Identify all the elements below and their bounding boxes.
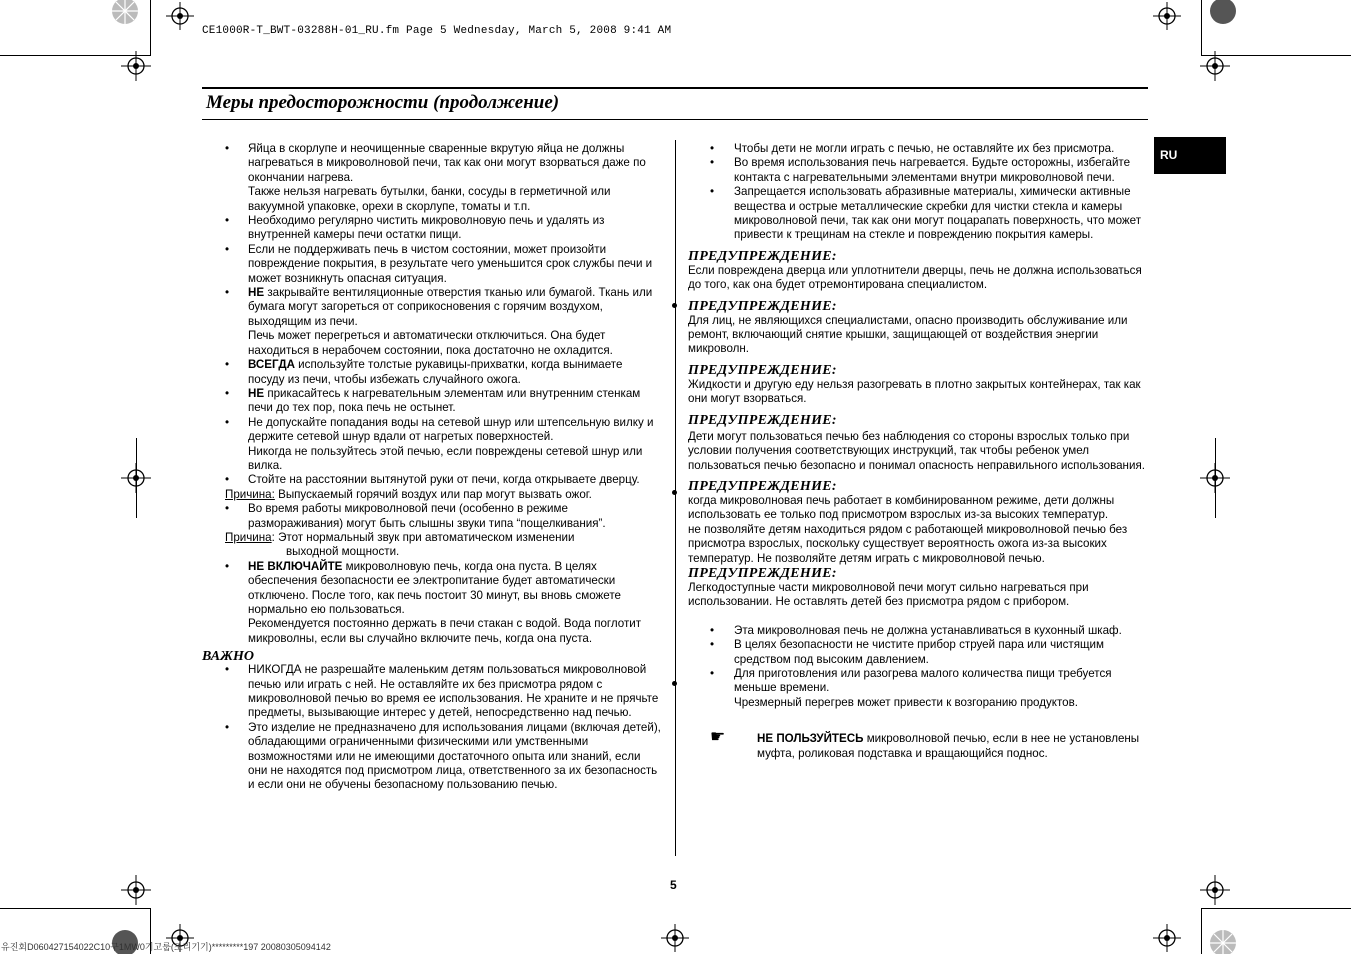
page-title: Меры предосторожности (продолжение): [206, 92, 560, 113]
warning-block: [688, 479, 1148, 566]
list-item-text: Также нельзя нагревать бутылки, банки, сосуды в герметичной или вакуумной упаковке, орехи в скорлупе, томаты и т.п.: [248, 185, 611, 213]
note-text: микроволновой печью, если в нее не установлены муфта, роликовая подставка и вращающийся поднос.: [757, 732, 1140, 760]
reason-text: Выпускаемый горячий воздух или пар могут вызвать ожог.: [274, 487, 592, 501]
registration-mark-icon: [1200, 875, 1230, 905]
reason-text-continued: выходной мощности.: [286, 545, 400, 559]
precautions-list: [202, 502, 662, 531]
list-item: [202, 502, 662, 531]
warning-text: Легкодоступные части микроволновой печи могут сильно нагреваться при использовании. Не оставлять детей без присмотра рядом с прибором.: [688, 580, 1089, 609]
list-item-text: • Яйца в скорлупе и неочищенные сваренные вкрутую яйца не должны нагреваться в микроволновой печи, так как они могут взорваться даже по окончании нагрева.: [248, 142, 646, 184]
list-item: [202, 663, 662, 721]
warning-block: [688, 299, 1148, 357]
list-item: [688, 156, 1148, 185]
crop-mark: [1201, 908, 1351, 909]
list-item: [202, 243, 662, 286]
list-item-text: Рекомендуется постоянно держать в печи стакан с водой. Вода поглотит микроволны, если вы случайно включите печь, когда она пуста.: [248, 617, 642, 645]
list-item: [202, 286, 662, 358]
crop-mark: [150, 0, 151, 56]
registration-mark-icon: [1153, 2, 1181, 30]
list-item-text: [248, 560, 662, 618]
reason-note: [202, 531, 662, 560]
precautions-list: [688, 142, 1148, 243]
list-item-text: • Это изделие не предназначено для использования лицами (включая детей), обладающими ограниченными физическими или умственными возможностями или не имеющими достаточного опыта или знаний, если они не находятся под присмотром лица, ответственного за их безопасность и если они не обучены безопасному пользованию печью.: [248, 720, 661, 792]
column-divider-dot: [672, 303, 677, 308]
list-item: [202, 142, 662, 214]
column-divider-dot: [672, 490, 677, 495]
list-item-text: Печь может перегреться и автоматически отключиться. Она будет находиться в нерабочем состоянии, пока достаточно не охладится.: [248, 329, 613, 357]
left-column: [202, 142, 662, 793]
list-item: [688, 667, 1148, 710]
color-target-icon: [1208, 0, 1238, 26]
list-item-text: [248, 387, 662, 416]
warning-heading: ПРЕДУПРЕЖДЕНИЕ:: [688, 412, 837, 428]
list-item-text: Никогда не пользуйтесь этой печью, если повреждены сетевой шнур или вилка.: [248, 444, 643, 472]
reason-label: Причина:: [225, 487, 275, 501]
list-item-text: • Не допускайте попадания воды на сетевой шнур или штепсельную вилку и держите сетевой шнур вдали от нагретых поверхностей.: [248, 415, 654, 444]
precautions-list: [202, 142, 662, 488]
warning-heading: ПРЕДУПРЕЖДЕНИЕ:: [688, 248, 837, 264]
list-item: [688, 142, 1148, 156]
list-item-body: микроволновую печь, когда она пуста. В целях обеспечения безопасности ее электропитание будет автоматически отключено. После того, как печь постоит 30 минут, вы вновь сможете нормально ею пользоваться.: [248, 559, 621, 616]
emphasis-text: НЕ ВКЛЮЧАЙТЕ: [248, 559, 343, 573]
registration-mark-icon: [1200, 51, 1230, 81]
list-item-body: прикасайтесь к нагревательным элементам или внутренним стенкам печи до тех пор, пока печь не остынет.: [248, 386, 641, 415]
warning-text: Жидкости и другую еду нельзя разогревать в плотно закрытых контейнерах, так как они могут взорваться.: [688, 377, 1141, 406]
column-divider-dot: [672, 681, 677, 686]
registration-mark-icon: [661, 924, 689, 952]
footer-info: 유진회D060427154022C10구1MW0기고룹(조리기기)*********197 20080305094142: [1, 942, 331, 952]
crop-mark: [0, 908, 150, 909]
warning-heading: ПРЕДУПРЕЖДЕНИЕ:: [688, 362, 837, 378]
list-item: [202, 560, 662, 646]
list-item: [202, 387, 662, 416]
list-item: [688, 185, 1148, 243]
crop-mark: [1201, 0, 1202, 56]
list-item-text: • Для приготовления или разогрева малого количества пищи требуется меньше времени.: [734, 666, 1112, 695]
list-item: [688, 624, 1148, 638]
file-info-header: CE1000R-T_BWT-03288H-01_RU.fm Page 5 Wednesday, March 5, 2008 9:41 AM: [202, 25, 672, 37]
page-number: 5: [670, 878, 677, 892]
emphasis-text: НЕ: [248, 386, 265, 400]
color-target-icon: [1208, 928, 1238, 954]
warning-block: [688, 566, 1148, 610]
list-item-text: • Чтобы дети не могли играть с печью, не оставляйте их без присмотра.: [734, 142, 1115, 155]
emphasis-text: ВСЕГДА: [248, 358, 295, 372]
warning-heading: ПРЕДУПРЕЖДЕНИЕ:: [688, 298, 837, 314]
warning-text: не позволяйте детям находиться рядом с работающей микроволновой печью без присмотра взрослых, поскольку существует вероятность ожога из-за высоких температур. Не позволяйте детям играть с микроволновой печью.: [688, 522, 1128, 565]
warning-block: [688, 363, 1148, 407]
crop-mark: [1201, 908, 1202, 954]
warning-text: Если повреждена дверца или уплотнители дверцы, печь не должна использоваться до того, как она будет отремонтирована специалистом.: [688, 263, 1142, 292]
warning-text: Для лиц, не являющихся специалистами, опасно производить обслуживание или ремонт, включающий снятие крышки, защищающей от воздействия энергии микроволн.: [688, 313, 1128, 356]
list-item-text: • Во время работы микроволновой печи (особенно в режиме размораживания) могут быть слышны звуки типа “пощелкивания”.: [248, 502, 606, 530]
important-list: [202, 663, 662, 793]
important-heading: ВАЖНО: [202, 649, 254, 665]
column-divider: [675, 140, 676, 856]
registration-mark-icon: [166, 2, 194, 30]
reason-text: : Этот нормальный звук при автоматическом изменении: [271, 530, 575, 544]
list-item-body: используйте толстые рукавицы-прихватки, когда вынимаете посуду из печи, чтобы избежать случайного ожога.: [248, 358, 623, 386]
list-item-text: • Эта микроволновая печь не должна устанавливаться в кухонный шкаф.: [734, 623, 1122, 637]
list-item: [202, 416, 662, 474]
list-item: [202, 473, 662, 487]
list-item: [202, 358, 662, 387]
warning-text: Дети могут пользоваться печью без наблюдения со стороны взрослых только при условии получения соответствующих инструкций, так чтобы ребенок умел пользоваться печью безопасно и понимал опасность неправильного использования.: [688, 429, 1145, 472]
language-tab-label: RU: [1160, 148, 1178, 162]
note-block: [688, 727, 1148, 761]
list-item-text: • Необходимо регулярно чистить микроволновую печь и удалять из внутренней камеры печи остатки пищи.: [248, 214, 605, 242]
list-item-text: [248, 286, 662, 329]
reason-note: [202, 488, 662, 502]
language-tab: [1154, 137, 1226, 174]
registration-mark-icon: [121, 463, 151, 493]
color-target-icon: [110, 0, 140, 26]
list-item-text: • Стойте на расстоянии вытянутой руки от печи, когда открываете дверцу.: [248, 473, 640, 487]
list-item-text: Чрезмерный перегрев может привести к возгоранию продуктов.: [734, 695, 1078, 709]
registration-mark-icon: [121, 875, 151, 905]
reason-label: Причина: [225, 530, 272, 544]
list-item-text: • Если не поддерживать печь в чистом состоянии, может произойти повреждение покрытия, в результате чего уменьшится срок службы печи и может возникнуть опасная ситуация.: [248, 242, 653, 285]
title-rule-top: [202, 87, 1148, 89]
list-item-text: • Запрещается использовать абразивные материалы, химически активные вещества и острые металлические скребки для чистки стекла и камеры микроволновой печи, так как они могут поцарапать поверхность, что может привести к трещинам на стекле и повреждению покрытия камеры.: [734, 185, 1142, 242]
list-item-text: [248, 358, 662, 387]
warning-text: когда микроволновая печь работает в комбинированном режиме, дети должны использовать ее только под присмотром взрослых из-за высоких температур.: [688, 493, 1115, 522]
registration-mark-icon: [1200, 463, 1230, 493]
title-rule-bottom: [202, 119, 1148, 120]
list-item: [688, 638, 1148, 667]
registration-mark-icon: [1153, 924, 1181, 952]
warning-block: [688, 249, 1148, 293]
right-column: [688, 142, 1148, 761]
list-item-text: • Во время использования печь нагревается. Будьте осторожны, избегайте контакта с нагревательными элементами внутри микроволновой печи.: [734, 156, 1131, 184]
emphasis-text: НЕ: [248, 286, 265, 300]
precautions-list: [688, 624, 1148, 710]
pointing-hand-icon: ☛: [710, 727, 726, 747]
emphasis-text: НЕ ПОЛЬЗУЙТЕСЬ: [757, 732, 864, 746]
list-item: [202, 214, 662, 243]
list-item-body: закрывайте вентиляционные отверстия тканью или бумагой. Ткань или бумага могут загореться от соприкосновения с горячим воздухом, выходящим из печи.: [248, 286, 653, 328]
warning-heading: ПРЕДУПРЕЖДЕНИЕ:: [688, 478, 837, 494]
precautions-list: [202, 560, 662, 646]
warning-block: [688, 413, 1148, 473]
list-item-text: • В целях безопасности не чистите прибор струей пара или чистящим средством под высоким давлением.: [734, 638, 1104, 666]
registration-mark-icon: [121, 51, 151, 81]
warning-heading: ПРЕДУПРЕЖДЕНИЕ:: [688, 565, 837, 581]
list-item: [202, 721, 662, 793]
list-item-text: • НИКОГДА не разрешайте маленьким детям пользоваться микроволновой печью или играть с ней. Не оставляйте их без присмотра рядом с микроволновой печью во время ее использования. Не храните и не прячьте предметы, вызывающие интерес у детей, непосредственно над печью.: [248, 663, 659, 720]
